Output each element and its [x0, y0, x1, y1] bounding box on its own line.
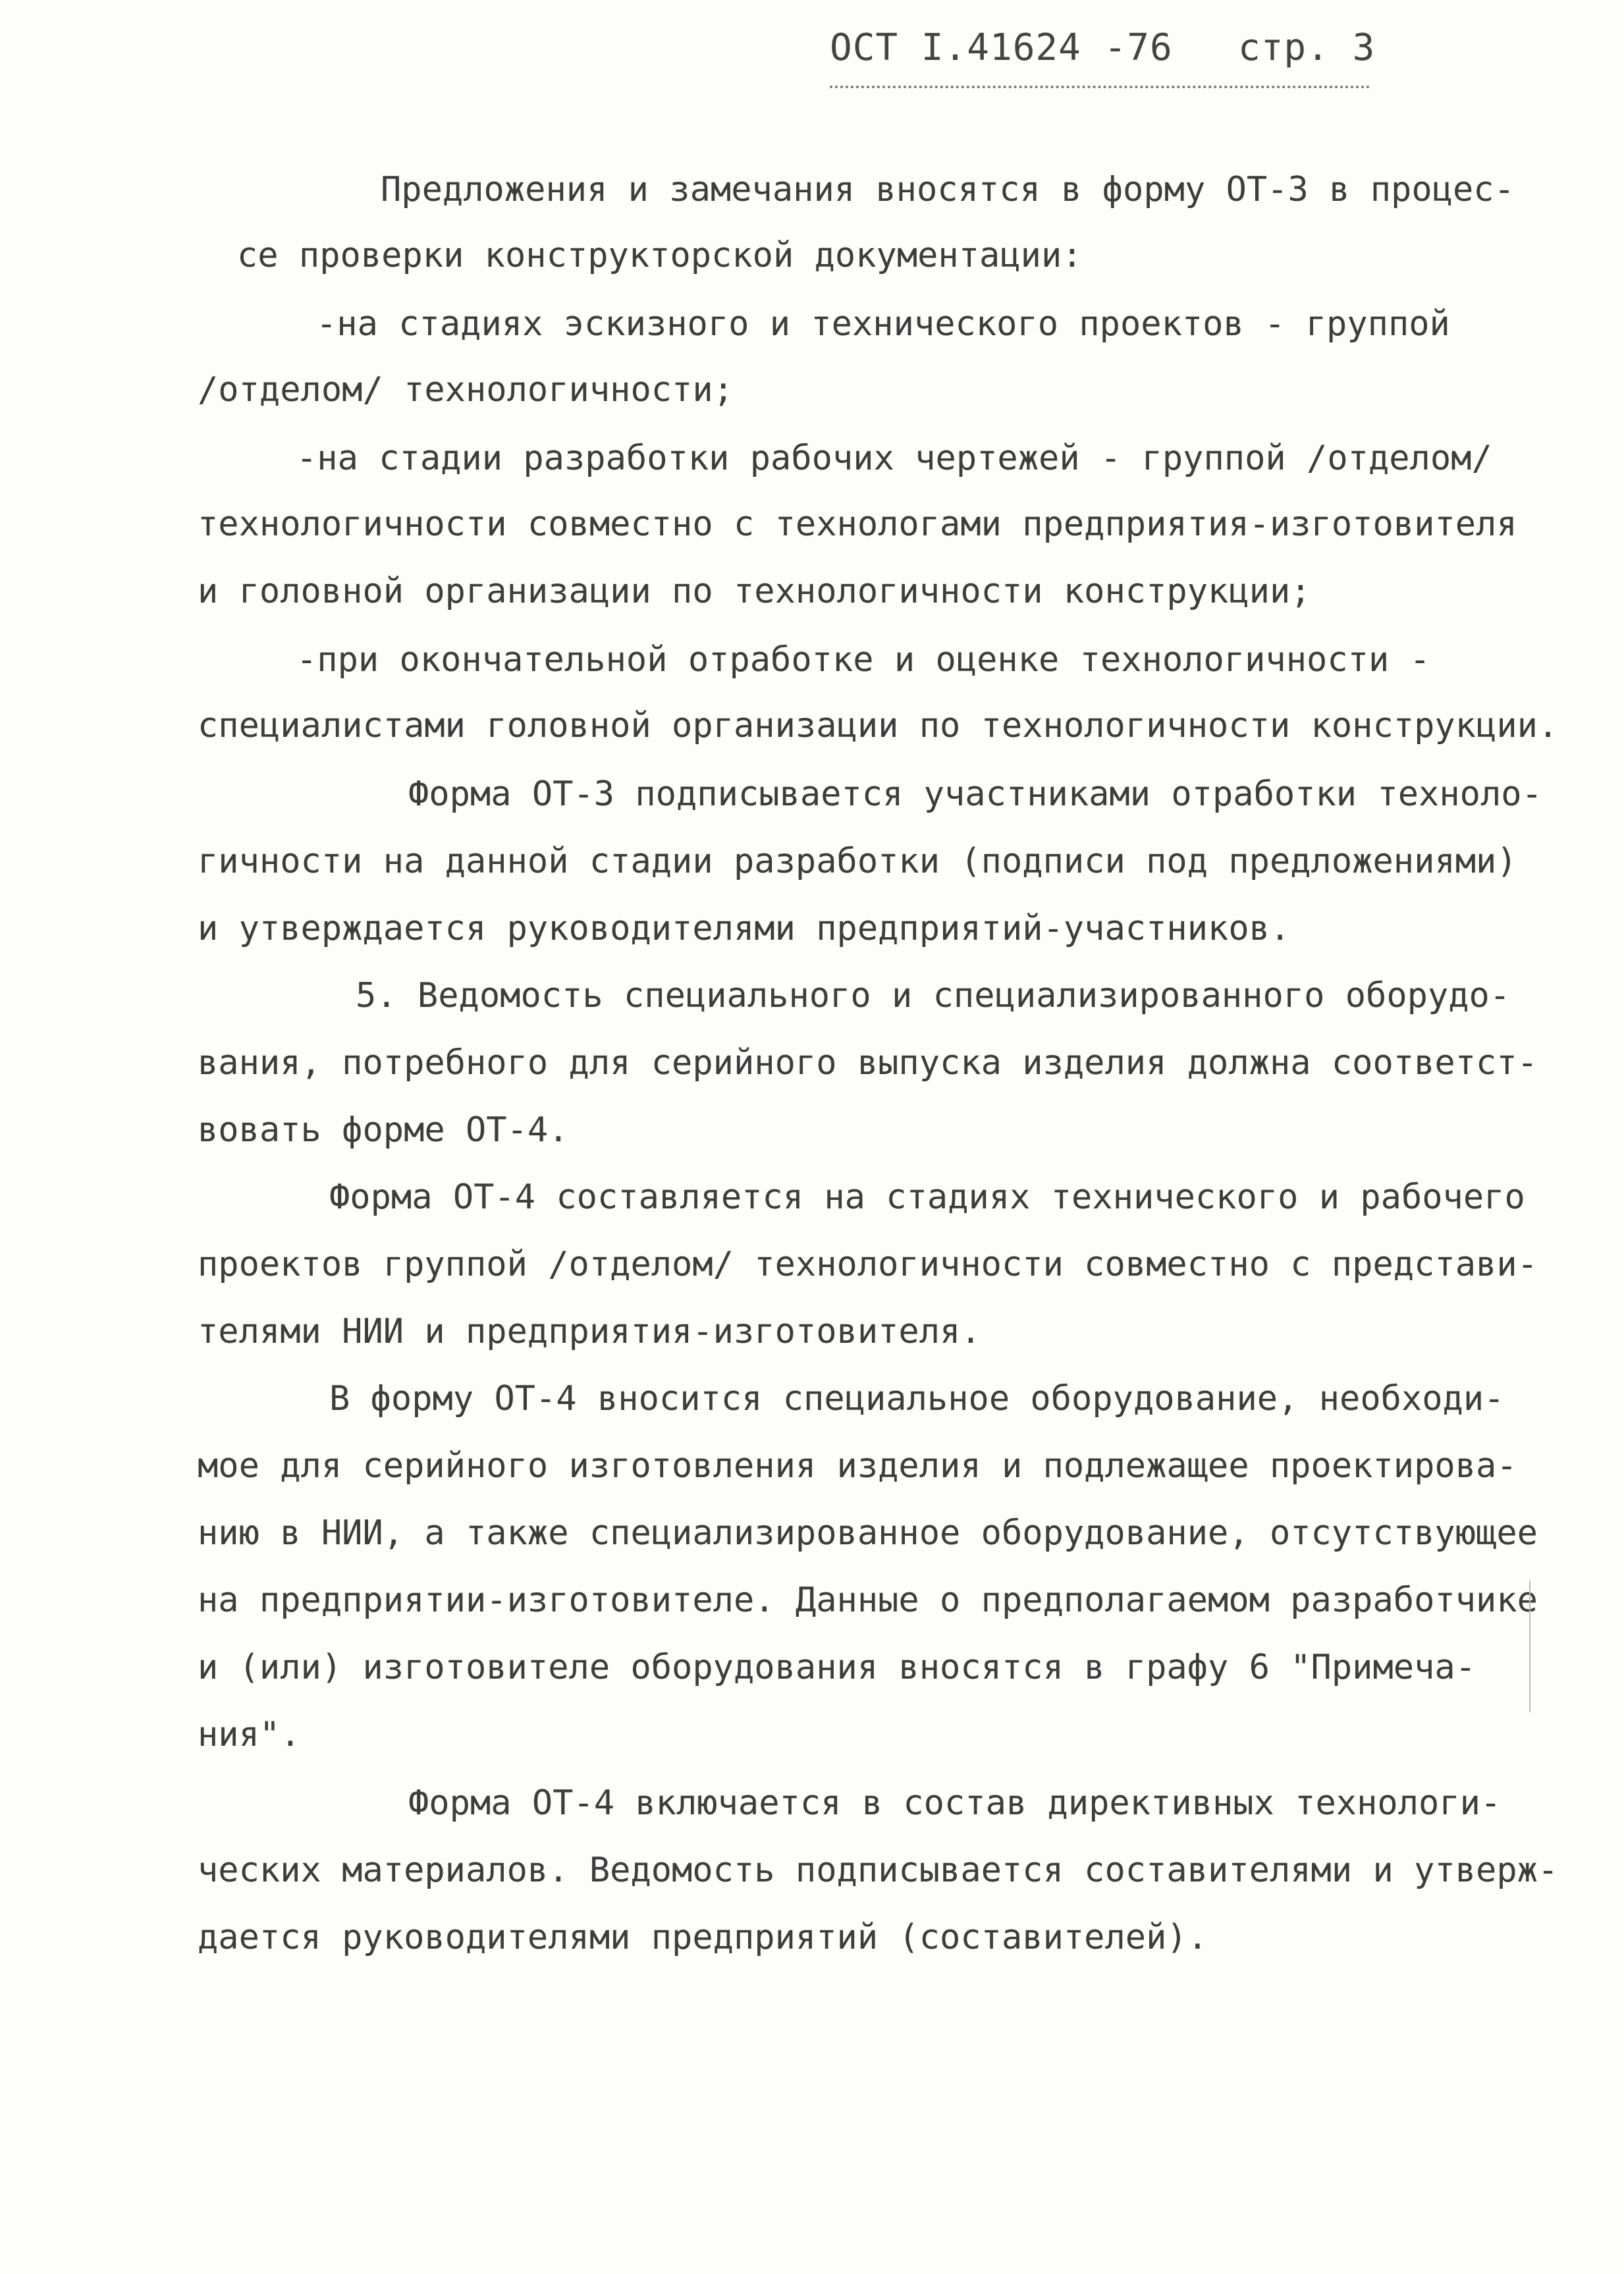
text-line: и утверждается руководителями предприятий-участников. [198, 909, 1291, 948]
text-line: Форма ОТ-4 составляется на стадиях технического и рабочего [329, 1178, 1525, 1217]
text-line: -на стадии разработки рабочих чертежей - группой /отделом/ [296, 439, 1492, 478]
page-number: стр. 3 [1238, 26, 1376, 69]
text-line: -при окончательной отработке и оценке технологичности - [296, 640, 1430, 680]
text-line: на предприятии-изготовителе. Данные о предполагаемом разработчике [198, 1581, 1538, 1620]
document-code: ОСТ I.41624 -76 [830, 26, 1173, 69]
header-underline [830, 86, 1370, 88]
text-line: специалистами головной организации по технологичности конструкции. [198, 706, 1559, 745]
text-line: Форма ОТ-3 подписывается участниками отработки техноло- [408, 774, 1542, 814]
text-line: и головной организации по технологичности конструкции; [198, 572, 1311, 611]
text-line: /отделом/ технологичности; [198, 370, 734, 410]
text-line: 5. Ведомость специального и специализированного оборудо- [356, 976, 1511, 1015]
text-line: мое для серийного изготовления изделия и подлежащее проектирова- [198, 1446, 1517, 1486]
text-line: ния". [198, 1715, 301, 1754]
text-line: Предложения и замечания вносятся в форму ОТ-3 в процес- [381, 170, 1515, 209]
text-line: телями НИИ и предприятия-изготовителя. [198, 1312, 981, 1351]
margin-mark [1529, 1581, 1530, 1712]
text-line: ческих материалов. Ведомость подписывается составителями и утверж- [198, 1851, 1559, 1890]
text-line: проектов группой /отделом/ технологичности совместно с представи- [198, 1245, 1538, 1284]
text-line: и (или) изготовителе оборудования вносятся в графу 6 "Примеча- [198, 1648, 1476, 1687]
text-line: вовать форме ОТ-4. [198, 1110, 569, 1150]
text-line: В форму ОТ-4 вносится специальное оборудование, необходи- [329, 1379, 1505, 1419]
text-line: гичности на данной стадии разработки (подписи под предложениями) [198, 842, 1517, 881]
text-line: нию в НИИ, а также специализированное оборудование, отсутствующее [198, 1513, 1538, 1553]
text-line: технологичности совместно с технологами предприятия-изготовителя [198, 504, 1517, 544]
text-line: дается руководителями предприятий (составителей). [198, 1918, 1208, 1957]
text-line: -на стадиях эскизного и технического проектов - группой [316, 304, 1450, 344]
text-line: Форма ОТ-4 включается в состав директивных технологи- [408, 1783, 1502, 1823]
text-line: се проверки конструкторской документации: [237, 236, 1083, 275]
text-line: вания, потребного для серийного выпуска изделия должна соответст- [198, 1043, 1538, 1083]
